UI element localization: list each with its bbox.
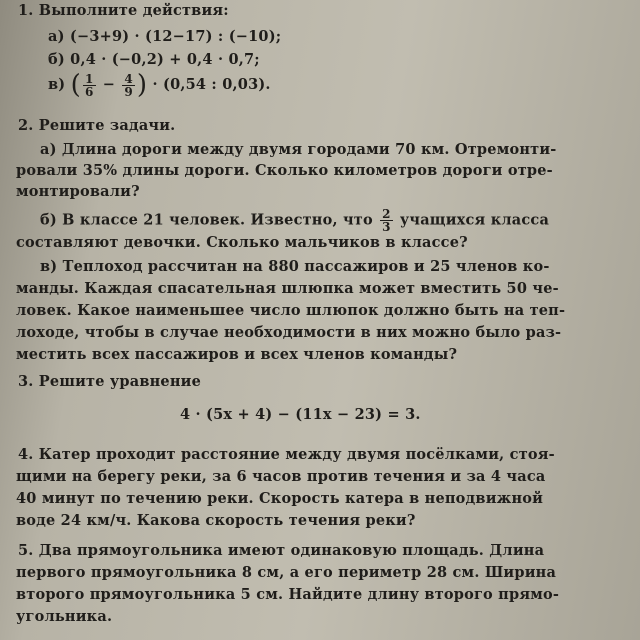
task2-v-line: в) Теплоход рассчитан на 880 пассажиров и 25 членов ко- bbox=[40, 258, 550, 275]
task4-line: 40 минут по течению реки. Скорость катера в неподвижной bbox=[16, 490, 544, 507]
fraction-numerator: 2 bbox=[382, 207, 391, 221]
task2-a-line: монтировали? bbox=[16, 183, 140, 200]
task2-b-text-after: учащихся класса bbox=[399, 211, 550, 229]
task4-line: щими на берегу реки, за 6 часов против течения и за 4 часа bbox=[16, 468, 546, 485]
fraction-four-ninths bbox=[122, 73, 135, 98]
open-paren: ( bbox=[70, 70, 81, 100]
task2-b-text-before: б) В классе 21 человек. Известно, что bbox=[40, 211, 373, 229]
fraction-denominator: 3 bbox=[382, 220, 391, 234]
task5-line: 5. Два прямоугольника имеют одинаковую площадь. Длина bbox=[18, 542, 545, 559]
task2-v-line: лоходе, чтобы в случае необходимости в них можно было раз- bbox=[16, 324, 562, 341]
task2-heading: 2. Решите задачи. bbox=[18, 117, 176, 134]
task1-item-v-prefix: в) bbox=[48, 76, 66, 93]
fraction-two-thirds bbox=[380, 208, 393, 233]
task2-v-line: ловек. Какое наименьшее число шлюпок должно быть на теп- bbox=[16, 302, 566, 319]
task2-a-line: ровали 35% длины дороги. Сколько километров дороги отре- bbox=[16, 162, 553, 179]
task2-b-line: составляют девочки. Сколько мальчиков в классе? bbox=[16, 234, 468, 251]
task2-v-line: манды. Каждая спасательная шлюпка может вместить 50 че- bbox=[16, 280, 559, 297]
task2-v-line: местить всех пассажиров и всех членов команды? bbox=[16, 346, 458, 363]
task4-line: 4. Катер проходит расстояние между двумя посёлками, стоя- bbox=[18, 446, 555, 463]
fraction-denominator: 6 bbox=[84, 84, 94, 99]
task1-heading: 1. Выполните действия: bbox=[18, 2, 229, 19]
close-paren: ) bbox=[136, 70, 148, 100]
task5-line: угольника. bbox=[16, 608, 113, 625]
task4-line: воде 24 км/ч. Какова скорость течения реки? bbox=[16, 512, 416, 529]
task5-line: второго прямоугольника 5 см. Найдите длину второго прямо- bbox=[16, 586, 560, 603]
task3-equation: 4 · (5x + 4) − (11x − 23) = 3. bbox=[180, 406, 421, 423]
fraction-numerator: 4 bbox=[124, 71, 133, 86]
fraction-denominator: 9 bbox=[124, 84, 133, 99]
task1-item-v-suffix: · (0,54 : 0,03). bbox=[152, 76, 271, 93]
task1-item-b: б) 0,4 · (−0,2) + 0,4 · 0,7; bbox=[48, 51, 260, 68]
task2-b-line bbox=[40, 208, 549, 233]
task1-item-a: а) (−3+9) · (12−17) : (−10); bbox=[48, 28, 282, 45]
minus-sign: − bbox=[102, 76, 116, 93]
task1-item-v bbox=[48, 70, 271, 100]
fraction-one-sixth bbox=[83, 73, 96, 98]
task5-line: первого прямоугольника 8 см, а его периметр 28 см. Ширина bbox=[16, 564, 557, 581]
task3-heading: 3. Решите уравнение bbox=[18, 373, 202, 390]
task2-a-line: а) Длина дороги между двумя городами 70 км. Отремонти- bbox=[40, 141, 557, 158]
fraction-numerator: 1 bbox=[84, 71, 94, 86]
